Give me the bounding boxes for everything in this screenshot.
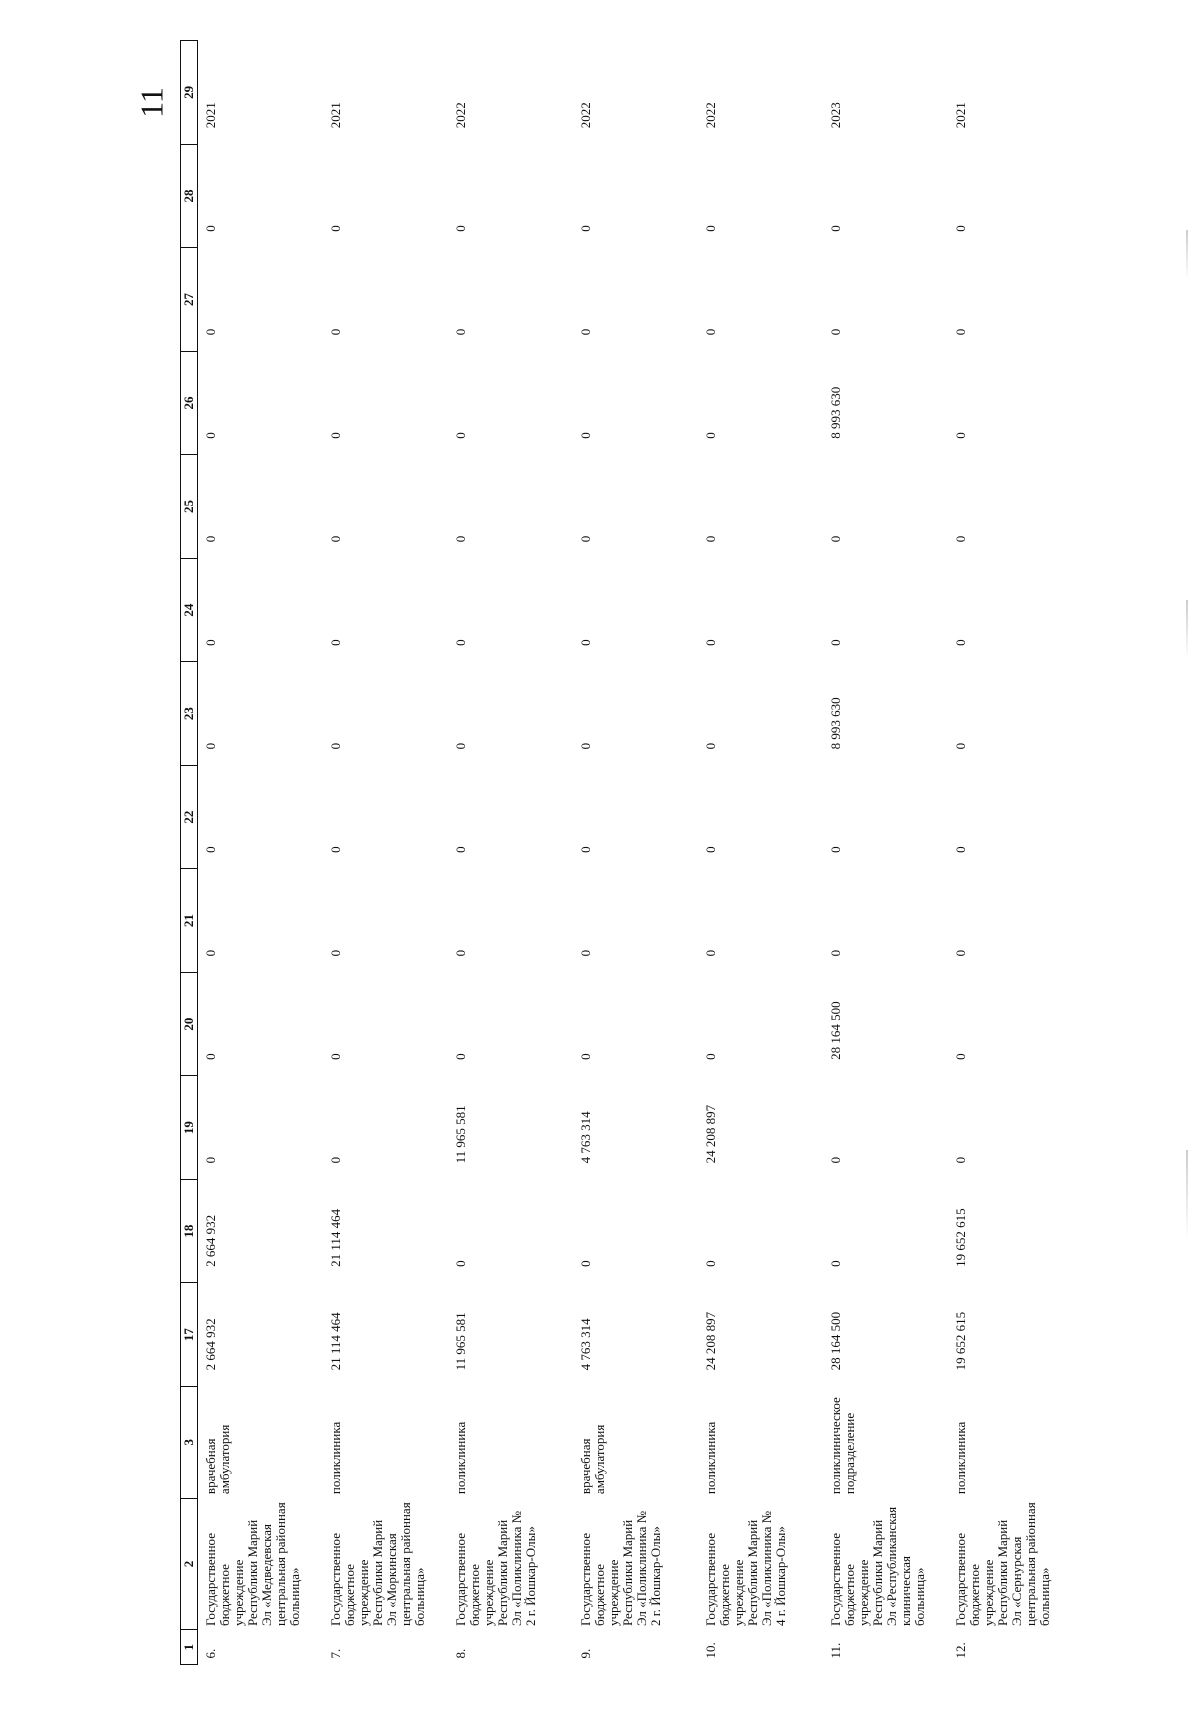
- column-number-row: [181, 41, 198, 1665]
- value-cell: 0: [952, 639, 968, 646]
- value-cell: 24 208 897: [702, 1104, 718, 1164]
- facility-type: поликлиника: [702, 1421, 718, 1495]
- value-cell: 0: [203, 1053, 218, 1060]
- value-cell: 24 208 897: [702, 1311, 718, 1371]
- value-cell: 0: [952, 328, 968, 336]
- scan-artifact: [1186, 600, 1188, 660]
- table-row: [448, 41, 573, 1665]
- facility-type: врачебная амбулатория: [203, 1424, 232, 1495]
- value-cell: 0: [327, 639, 343, 646]
- row-number: 8.: [452, 1648, 468, 1659]
- value-cell: 0: [327, 846, 343, 853]
- value-cell: 0: [452, 535, 468, 543]
- value-cell: 0: [203, 846, 218, 853]
- col-header: 2: [181, 1498, 198, 1630]
- value-cell: 0: [827, 328, 843, 336]
- facility-type: поликлиника: [452, 1421, 468, 1495]
- value-cell: 0: [827, 639, 843, 646]
- value-cell: 0: [702, 432, 718, 439]
- scan-artifact: [1186, 1150, 1188, 1240]
- value-cell: 0: [577, 1053, 593, 1060]
- row-number: 10.: [702, 1642, 718, 1659]
- value-cell: 0: [327, 1053, 343, 1060]
- value-cell: 0: [702, 328, 718, 336]
- table-row: [948, 41, 1073, 1665]
- value-cell: 0: [203, 432, 218, 439]
- value-cell: 0: [452, 949, 468, 957]
- registry-table: [180, 40, 1073, 1665]
- table-row: [198, 41, 323, 1665]
- value-cell: 0: [452, 742, 468, 750]
- value-cell: 0: [702, 949, 718, 957]
- year-cell: 2021: [203, 102, 218, 129]
- value-cell: 2 664 932: [203, 1318, 218, 1371]
- value-cell: 0: [577, 846, 593, 853]
- value-cell: 0: [203, 225, 218, 232]
- value-cell: 0: [827, 846, 843, 853]
- value-cell: 0: [827, 1260, 843, 1267]
- value-cell: 0: [577, 949, 593, 957]
- value-cell: 0: [577, 225, 593, 232]
- value-cell: 0: [827, 225, 843, 232]
- value-cell: 0: [203, 328, 218, 336]
- value-cell: 0: [702, 535, 718, 543]
- facility-type: поликлиника: [952, 1421, 968, 1495]
- institution-name: Государственное бюджетное учреждение Республики Марий Эл «Медведевская центральная районная больница»: [203, 1502, 302, 1626]
- facility-type: поликлиника: [327, 1421, 343, 1495]
- institution-name: Государственное бюджетное учреждение Республики Марий Эл «Сернурская центральная районная больница»: [952, 1502, 1052, 1626]
- value-cell: 0: [203, 1156, 218, 1164]
- value-cell: 0: [203, 535, 218, 543]
- value-cell: 0: [577, 639, 593, 646]
- table-row: [823, 41, 948, 1665]
- value-cell: 28 164 500: [827, 1311, 843, 1371]
- value-cell: 0: [952, 1053, 968, 1060]
- value-cell: 21 114 464: [327, 1208, 343, 1267]
- value-cell: 0: [452, 1260, 468, 1267]
- value-cell: 0: [577, 1260, 593, 1267]
- year-cell: 2022: [452, 102, 468, 129]
- value-cell: 0: [327, 432, 343, 439]
- col-header: 3: [181, 1386, 198, 1498]
- value-cell: 0: [203, 742, 218, 750]
- col-header: 23: [181, 662, 198, 766]
- value-cell: 0: [452, 328, 468, 336]
- col-header: 22: [181, 765, 198, 869]
- year-cell: 2021: [327, 102, 343, 129]
- year-cell: 2023: [827, 102, 843, 129]
- institution-name: Государственное бюджетное учреждение Республики Марий Эл «Республиканская клиническая больница»: [827, 1506, 927, 1626]
- facility-type: врачебная амбулатория: [577, 1424, 607, 1495]
- value-cell: 0: [327, 742, 343, 750]
- value-cell: 0: [827, 535, 843, 543]
- rotated-table-sheet: [180, 40, 1080, 1665]
- row-number: 7.: [327, 1648, 343, 1659]
- value-cell: 0: [952, 432, 968, 439]
- value-cell: 0: [952, 535, 968, 543]
- value-cell: 0: [952, 225, 968, 232]
- value-cell: 0: [327, 949, 343, 957]
- value-cell: 0: [702, 1260, 718, 1267]
- col-header: 19: [181, 1076, 198, 1180]
- value-cell: 0: [952, 846, 968, 853]
- col-header: 28: [181, 144, 198, 248]
- col-header: 27: [181, 248, 198, 352]
- col-header: 1: [181, 1630, 198, 1665]
- institution-name: Государственное бюджетное учреждение Республики Марий Эл «Моркинская центральная районная больница»: [327, 1502, 427, 1626]
- institution-name: Государственное бюджетное учреждение Республики Марий Эл «Поликлиника № 4 г. Йошкар-Олы»: [702, 1510, 788, 1626]
- value-cell: 0: [327, 328, 343, 336]
- value-cell: 11 965 581: [452, 1105, 468, 1164]
- value-cell: 0: [203, 949, 218, 957]
- year-cell: 2021: [952, 102, 968, 129]
- table-row: [573, 41, 698, 1665]
- value-cell: 0: [452, 1053, 468, 1060]
- value-cell: 0: [827, 949, 843, 957]
- value-cell: 0: [577, 432, 593, 439]
- value-cell: 0: [327, 1156, 343, 1164]
- value-cell: 0: [452, 225, 468, 232]
- value-cell: 0: [952, 949, 968, 957]
- value-cell: 11 965 581: [452, 1312, 468, 1371]
- institution-name: Государственное бюджетное учреждение Республики Марий Эл «Поликлиника № 2 г. Йошкар-Олы»: [577, 1510, 663, 1626]
- col-header: 18: [181, 1179, 198, 1283]
- table-row: [323, 41, 448, 1665]
- value-cell: 0: [702, 639, 718, 646]
- value-cell: 0: [452, 432, 468, 439]
- value-cell: 0: [327, 225, 343, 232]
- row-number: 11.: [827, 1642, 843, 1659]
- value-cell: 0: [702, 742, 718, 750]
- value-cell: 19 652 615: [952, 1208, 968, 1267]
- col-header: 20: [181, 972, 198, 1076]
- value-cell: 0: [452, 846, 468, 853]
- row-number: 6.: [203, 1648, 218, 1659]
- value-cell: 0: [827, 1156, 843, 1164]
- value-cell: 4 763 314: [577, 1318, 593, 1371]
- value-cell: 0: [952, 742, 968, 750]
- value-cell: 8 993 630: [827, 697, 843, 750]
- institution-name: Государственное бюджетное учреждение Республики Марий Эл «Поликлиника № 2 г. Йошкар-Олы»: [452, 1510, 538, 1626]
- year-cell: 2022: [702, 102, 718, 129]
- value-cell: 0: [577, 535, 593, 543]
- row-number: 9.: [577, 1648, 593, 1659]
- value-cell: 0: [702, 846, 718, 853]
- value-cell: 0: [452, 639, 468, 646]
- value-cell: 0: [952, 1156, 968, 1164]
- value-cell: 19 652 615: [952, 1311, 968, 1371]
- value-cell: 2 664 932: [203, 1214, 218, 1267]
- value-cell: 8 993 630: [827, 386, 843, 439]
- value-cell: 0: [327, 535, 343, 543]
- row-number: 12.: [952, 1642, 968, 1659]
- value-cell: 21 114 464: [327, 1312, 343, 1371]
- value-cell: 0: [577, 328, 593, 336]
- value-cell: 0: [702, 225, 718, 232]
- col-header: 24: [181, 558, 198, 662]
- value-cell: 28 164 500: [827, 1001, 843, 1060]
- value-cell: 0: [702, 1053, 718, 1060]
- col-header: 29: [181, 41, 198, 145]
- col-header: 17: [181, 1283, 198, 1387]
- year-cell: 2022: [577, 102, 593, 129]
- col-header: 25: [181, 455, 198, 559]
- facility-type: поликлиническое подразделение: [827, 1397, 857, 1495]
- scan-artifact: [1186, 230, 1188, 280]
- col-header: 26: [181, 351, 198, 455]
- table-row: [698, 41, 823, 1665]
- value-cell: 4 763 314: [577, 1111, 593, 1164]
- page-number: 11: [133, 87, 170, 118]
- value-cell: 0: [203, 639, 218, 646]
- col-header: 21: [181, 869, 198, 973]
- value-cell: 0: [577, 742, 593, 750]
